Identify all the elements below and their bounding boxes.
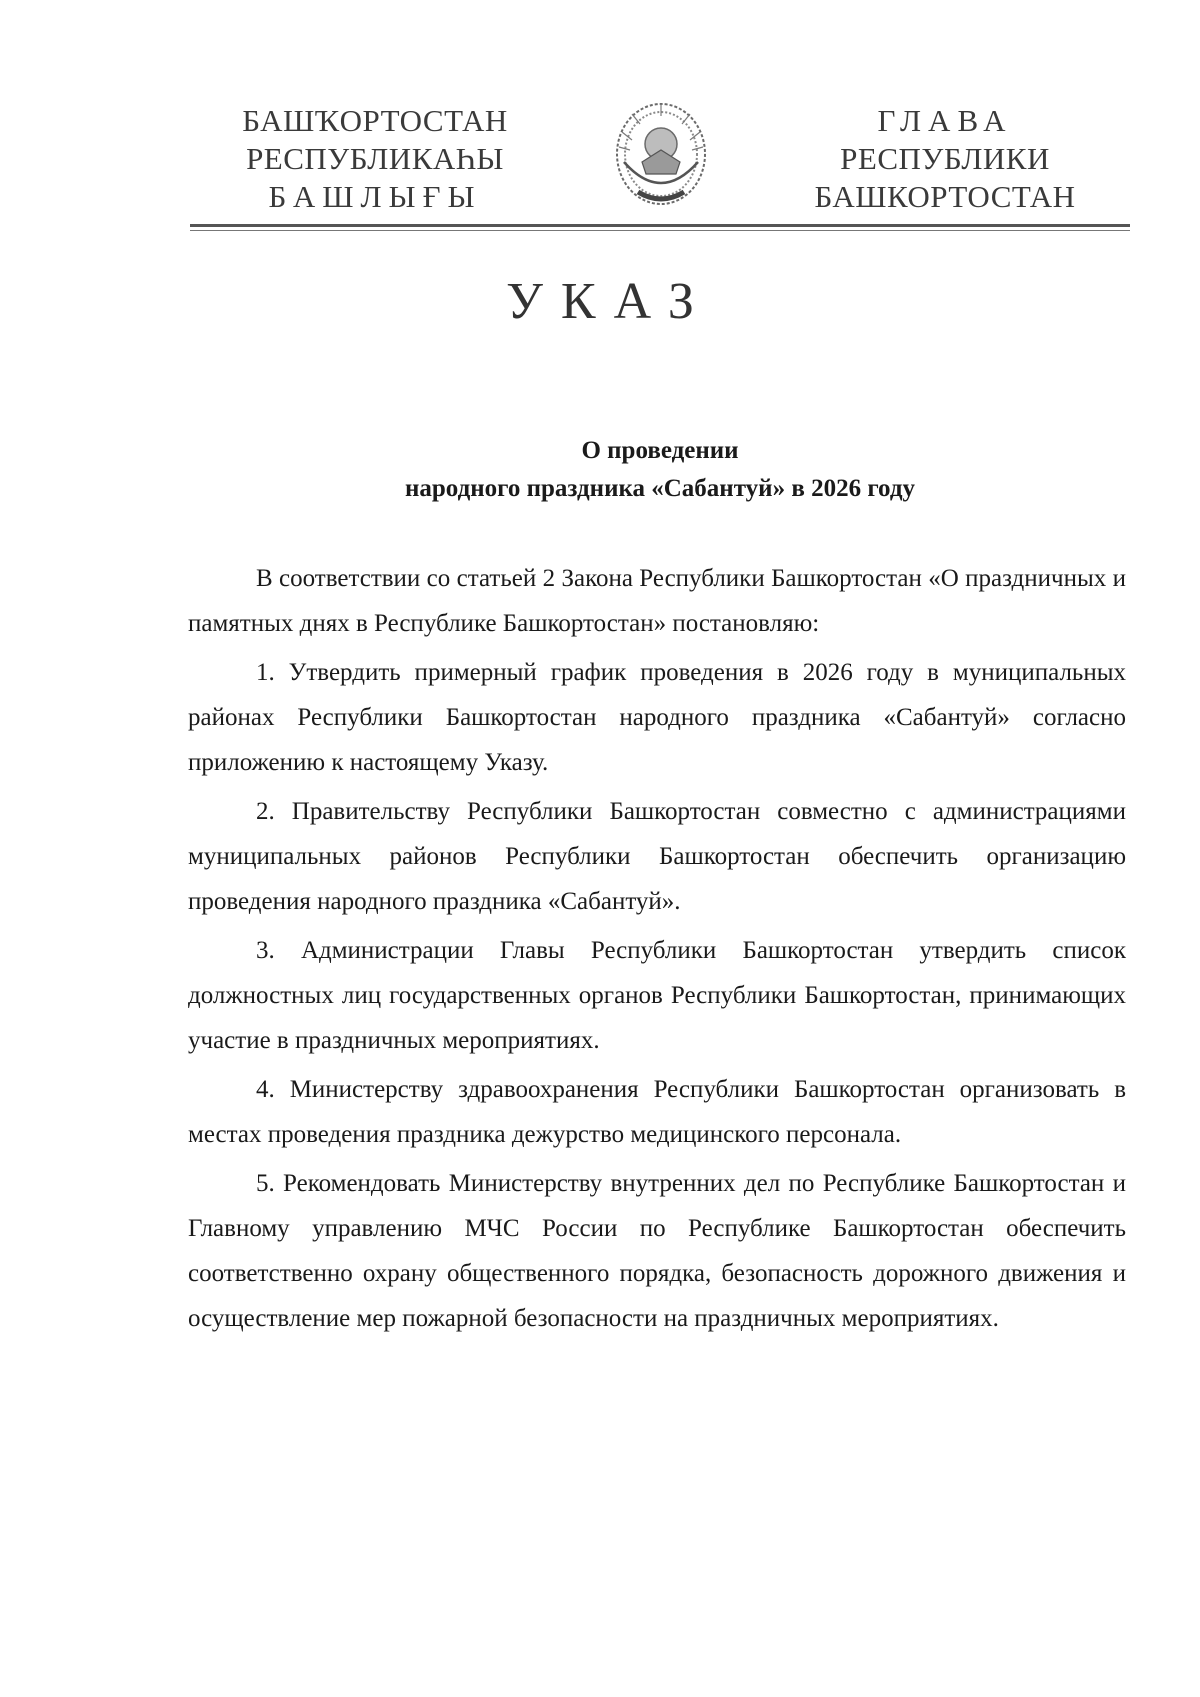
clause-2: 2. Правительству Республики Башкортостан совместно с администрациями муниципальных районов Республики Башкортостан обеспечить организацию проведения народного праздника «Сабантуй». (188, 798, 1126, 915)
clause-4: 4. Министерству здравоохранения Республики Башкортостан организовать в местах проведения праздника дежурство медицинского персонала. (188, 1076, 1126, 1148)
clause-3: 3. Администрации Главы Республики Башкортостан утвердить список должностных лиц государственных органов Республики Башкортостан, принимающих участие в праздничных мероприятиях. (188, 937, 1126, 1054)
preamble-paragraph: В соответствии со статьей 2 Закона Республики Башкортостан «О праздничных и памятных днях в Республике Башкортостан» постановляю: (188, 565, 1126, 637)
letterhead (190, 92, 1130, 222)
letterhead-bashkir (230, 102, 520, 216)
letterhead-left-line-2: РЕСПУБЛИКАҺЫ (246, 141, 504, 176)
letterhead-left-line-1: БАШҠОРТОСТАН (242, 103, 508, 138)
document-body (188, 556, 1126, 1345)
document-title: УКАЗ (506, 273, 712, 330)
subject-line-1: О проведении (581, 437, 739, 464)
subject-line-2: народного праздника «Сабантуй» в 2026 году (405, 475, 915, 502)
letterhead-left-line-3: БАШЛЫҒЫ (268, 179, 482, 214)
letterhead-right-line-1: ГЛАВА (877, 103, 1013, 138)
clause-5: 5. Рекомендовать Министерству внутренних дел по Республике Башкортостан и Главному управлению МЧС России по Республике Башкортостан обеспечить соответственно охрану общественного порядка, безопасность дорожного движения и осуществление мер пожарной безопасности на праздничных мероприятиях. (188, 1170, 1126, 1332)
coat-of-arms-icon (602, 92, 720, 212)
letterhead-divider (190, 224, 1130, 227)
letterhead-right-line-3: БАШКОРТОСТАН (814, 179, 1076, 214)
letterhead-divider-thin (190, 230, 1130, 231)
letterhead-russian (795, 102, 1095, 216)
document-subject (190, 432, 1130, 508)
clause-1: 1. Утвердить примерный график проведения в 2026 году в муниципальных районах Республики Башкортостан народного праздника «Сабантуй» согласно приложению к настоящему Указу. (188, 659, 1126, 776)
letterhead-right-line-2: РЕСПУБЛИКИ (840, 141, 1050, 176)
